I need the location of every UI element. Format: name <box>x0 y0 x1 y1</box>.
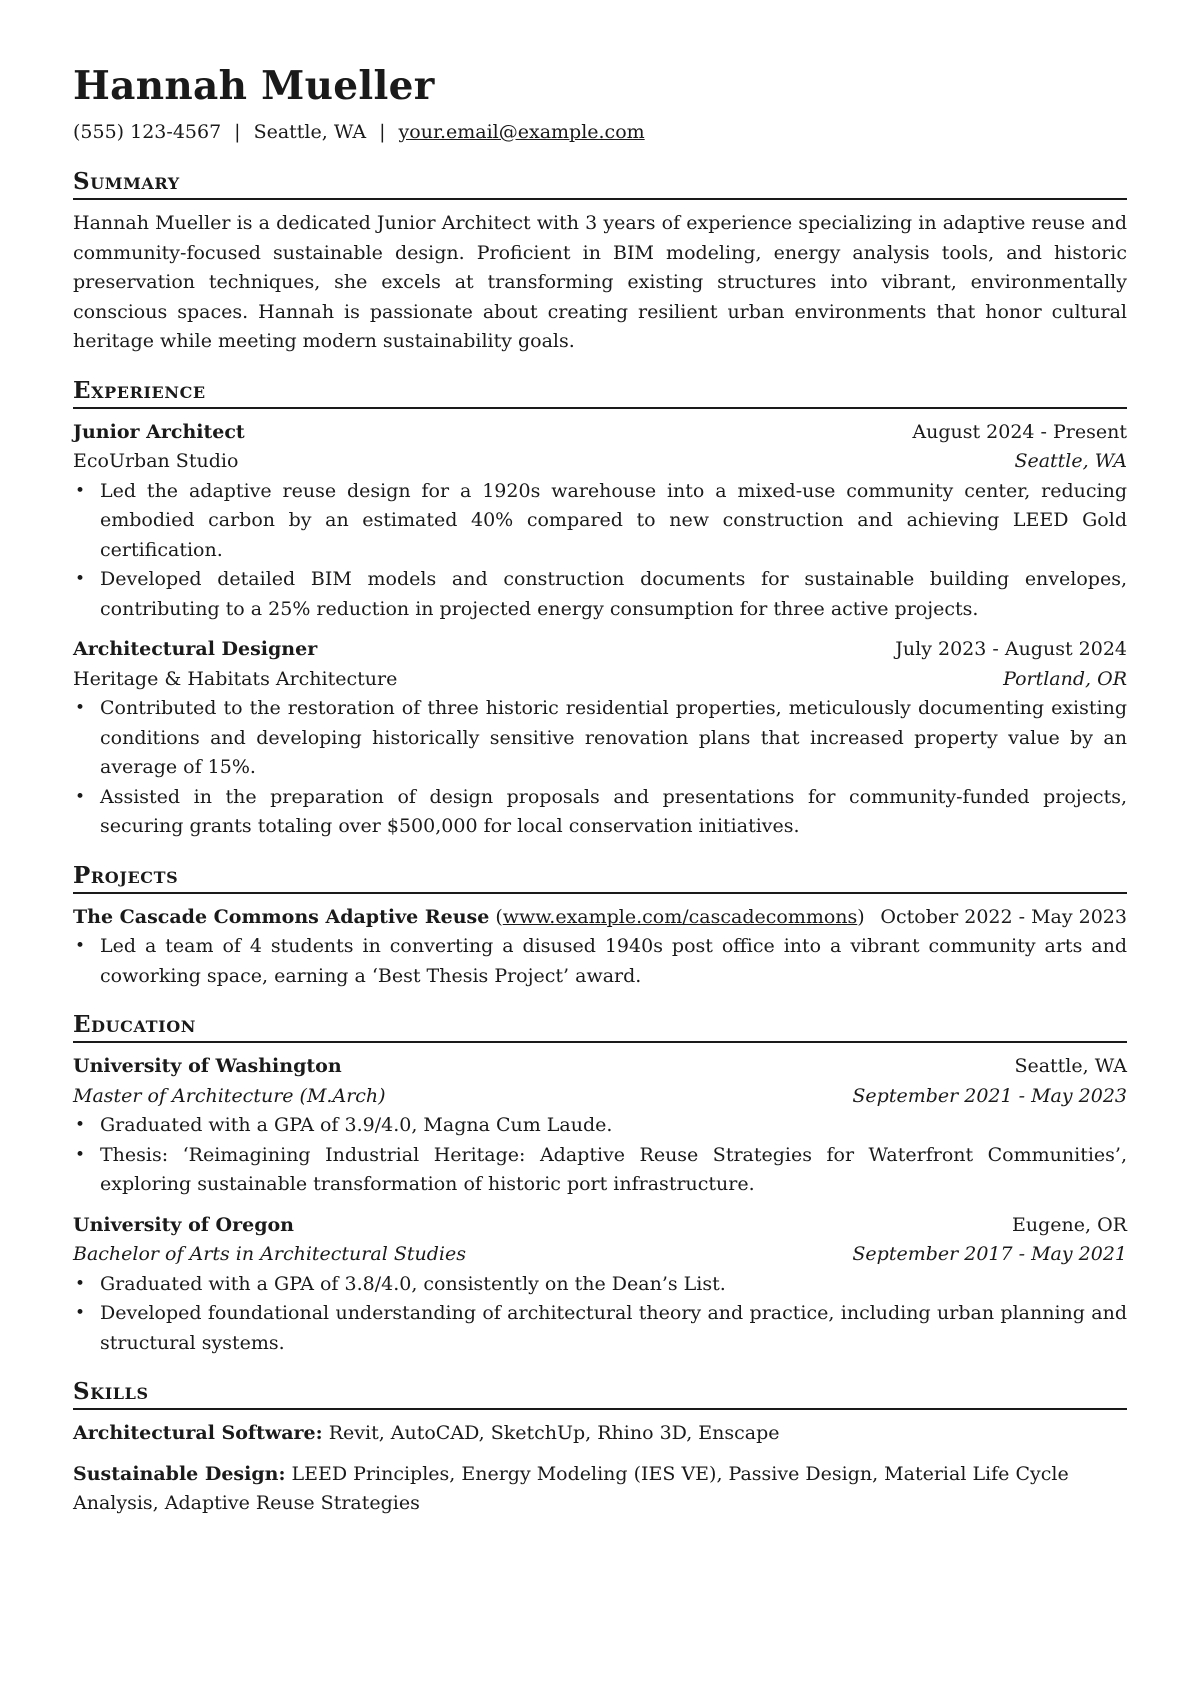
project-entry <box>73 903 1127 992</box>
list-item: • Graduated with a GPA of 3.8/4.0, consistently on the Dean’s List. <box>100 1270 1127 1300</box>
school-location: Eugene, OR <box>1012 1213 1127 1236</box>
list-item: • Contributed to the restoration of three historic residential properties, meticulously documenting existing conditions and developing historically sensitive renovation plans that increased property value by an average of 15%. <box>100 694 1127 783</box>
candidate-name: Hannah Mueller <box>73 63 435 109</box>
skill-line <box>73 1419 1127 1449</box>
school-location: Seattle, WA <box>1014 1055 1127 1077</box>
skill-category: Sustainable Design: <box>73 1462 286 1485</box>
bullet-list <box>73 477 1127 625</box>
section-heading-projects: Projects <box>73 860 1127 894</box>
list-item: • Developed foundational understanding of architectural theory and practice, including urban planning and structural systems. <box>100 1299 1127 1358</box>
summary-text: Hannah Mueller is a dedicated Junior Architect with 3 years of experience specializing in adaptive reuse and community-focused sustainable design. Proficient in BIM modeling, energy analysis tools, and historic preservation techniques, she excels at transforming existing structures into vibrant, environmentally conscious spaces. Hannah is passionate about creating resilient urban environments that honor cultural heritage while meeting modern sustainability goals. <box>73 212 1127 352</box>
project-header: October 2022 - May 2023 The Cascade Commons Adaptive Reuse (www.example.com/cascadecommons) <box>73 903 1127 933</box>
skill-line <box>73 1460 1127 1519</box>
skill-category: Architectural Software: <box>73 1422 323 1444</box>
email-link[interactable]: your.email@example.com <box>398 121 645 143</box>
contact-separator: | <box>234 121 241 143</box>
summary-section <box>73 166 1127 357</box>
list-item: • Led a team of 4 students in converting a disused 1940s post office into a vibrant community arts and coworking space, earning a ‘Best Thesis Project’ award. <box>100 932 1127 991</box>
list-item: • Developed detailed BIM models and construction documents for sustainable building envelopes, contributing to a 25% reduction in projected energy consumption for three active projects. <box>100 565 1127 624</box>
location-text: Seattle, WA <box>253 121 367 143</box>
education-dates: September 2021 - May 2023 <box>852 1084 1127 1107</box>
bullet-list <box>73 1270 1127 1359</box>
section-heading-skills: Skills <box>73 1376 1127 1410</box>
bullet-list <box>73 1111 1127 1200</box>
job-location: Portland, OR <box>1003 667 1127 690</box>
education-section <box>73 1009 1127 1358</box>
projects-section <box>73 860 1127 992</box>
project-dates: October 2022 - May 2023 <box>880 905 1127 928</box>
bullet-list <box>73 694 1127 842</box>
project-link[interactable]: www.example.com/cascadecommons <box>502 905 858 928</box>
list-item: • Assisted in the preparation of design proposals and presentations for community-funded projects, securing grants totaling over $500,000 for local conservation initiatives. <box>100 783 1127 842</box>
contact-line <box>73 118 1127 146</box>
experience-entry <box>73 418 1127 625</box>
list-item: • Thesis: ‘Reimagining Industrial Heritage: Adaptive Reuse Strategies for Waterfront Communities’, exploring sustainable transformation of historic port infrastructure. <box>100 1141 1127 1200</box>
degree-name: Bachelor of Arts in Architectural Studies <box>73 1243 466 1265</box>
company-name: EcoUrban Studio <box>73 450 239 472</box>
phone-number: (555) 123-4567 <box>73 121 222 143</box>
degree-name: Master of Architecture (M.Arch) <box>73 1084 386 1107</box>
job-title: Architectural Designer <box>73 638 318 660</box>
list-item: • Graduated with a GPA of 3.9/4.0, Magna Cum Laude. <box>100 1111 1127 1141</box>
education-entry <box>73 1211 1127 1359</box>
section-heading-education: Education <box>73 1009 1127 1043</box>
skills-section <box>73 1376 1127 1519</box>
education-dates: September 2017 - May 2021 <box>852 1243 1127 1265</box>
skill-values: LEED Principles, Energy Modeling (IES VE), Passive Design, Material Life Cycle Analysis, Adaptive Reuse Strategies <box>73 1462 1069 1514</box>
job-dates: July 2023 - August 2024 <box>895 638 1127 660</box>
skill-values: Revit, AutoCAD, SketchUp, Rhino 3D, Enscape <box>328 1422 780 1444</box>
section-heading-summary: Summary <box>73 166 1127 200</box>
experience-section <box>73 375 1127 842</box>
education-entry <box>73 1052 1127 1200</box>
resume-page <box>73 60 1127 1519</box>
section-heading-experience: Experience <box>73 375 1127 409</box>
project-name: The Cascade Commons Adaptive Reuse <box>73 905 490 928</box>
list-item: • Led the adaptive reuse design for a 1920s warehouse into a mixed-use community center, reducing embodied carbon by an estimated 40% compared to new construction and achieving LEED Gold certification. <box>100 477 1127 566</box>
job-location: Seattle, WA <box>1014 450 1127 472</box>
job-title: Junior Architect <box>73 420 245 443</box>
job-dates: August 2024 - Present <box>912 420 1127 443</box>
experience-entry <box>73 635 1127 842</box>
school-name: University of Oregon <box>73 1213 294 1236</box>
school-name: University of Washington <box>73 1055 342 1077</box>
company-name: Heritage & Habitats Architecture <box>73 667 398 690</box>
contact-separator: | <box>379 121 386 143</box>
bullet-list <box>73 932 1127 991</box>
